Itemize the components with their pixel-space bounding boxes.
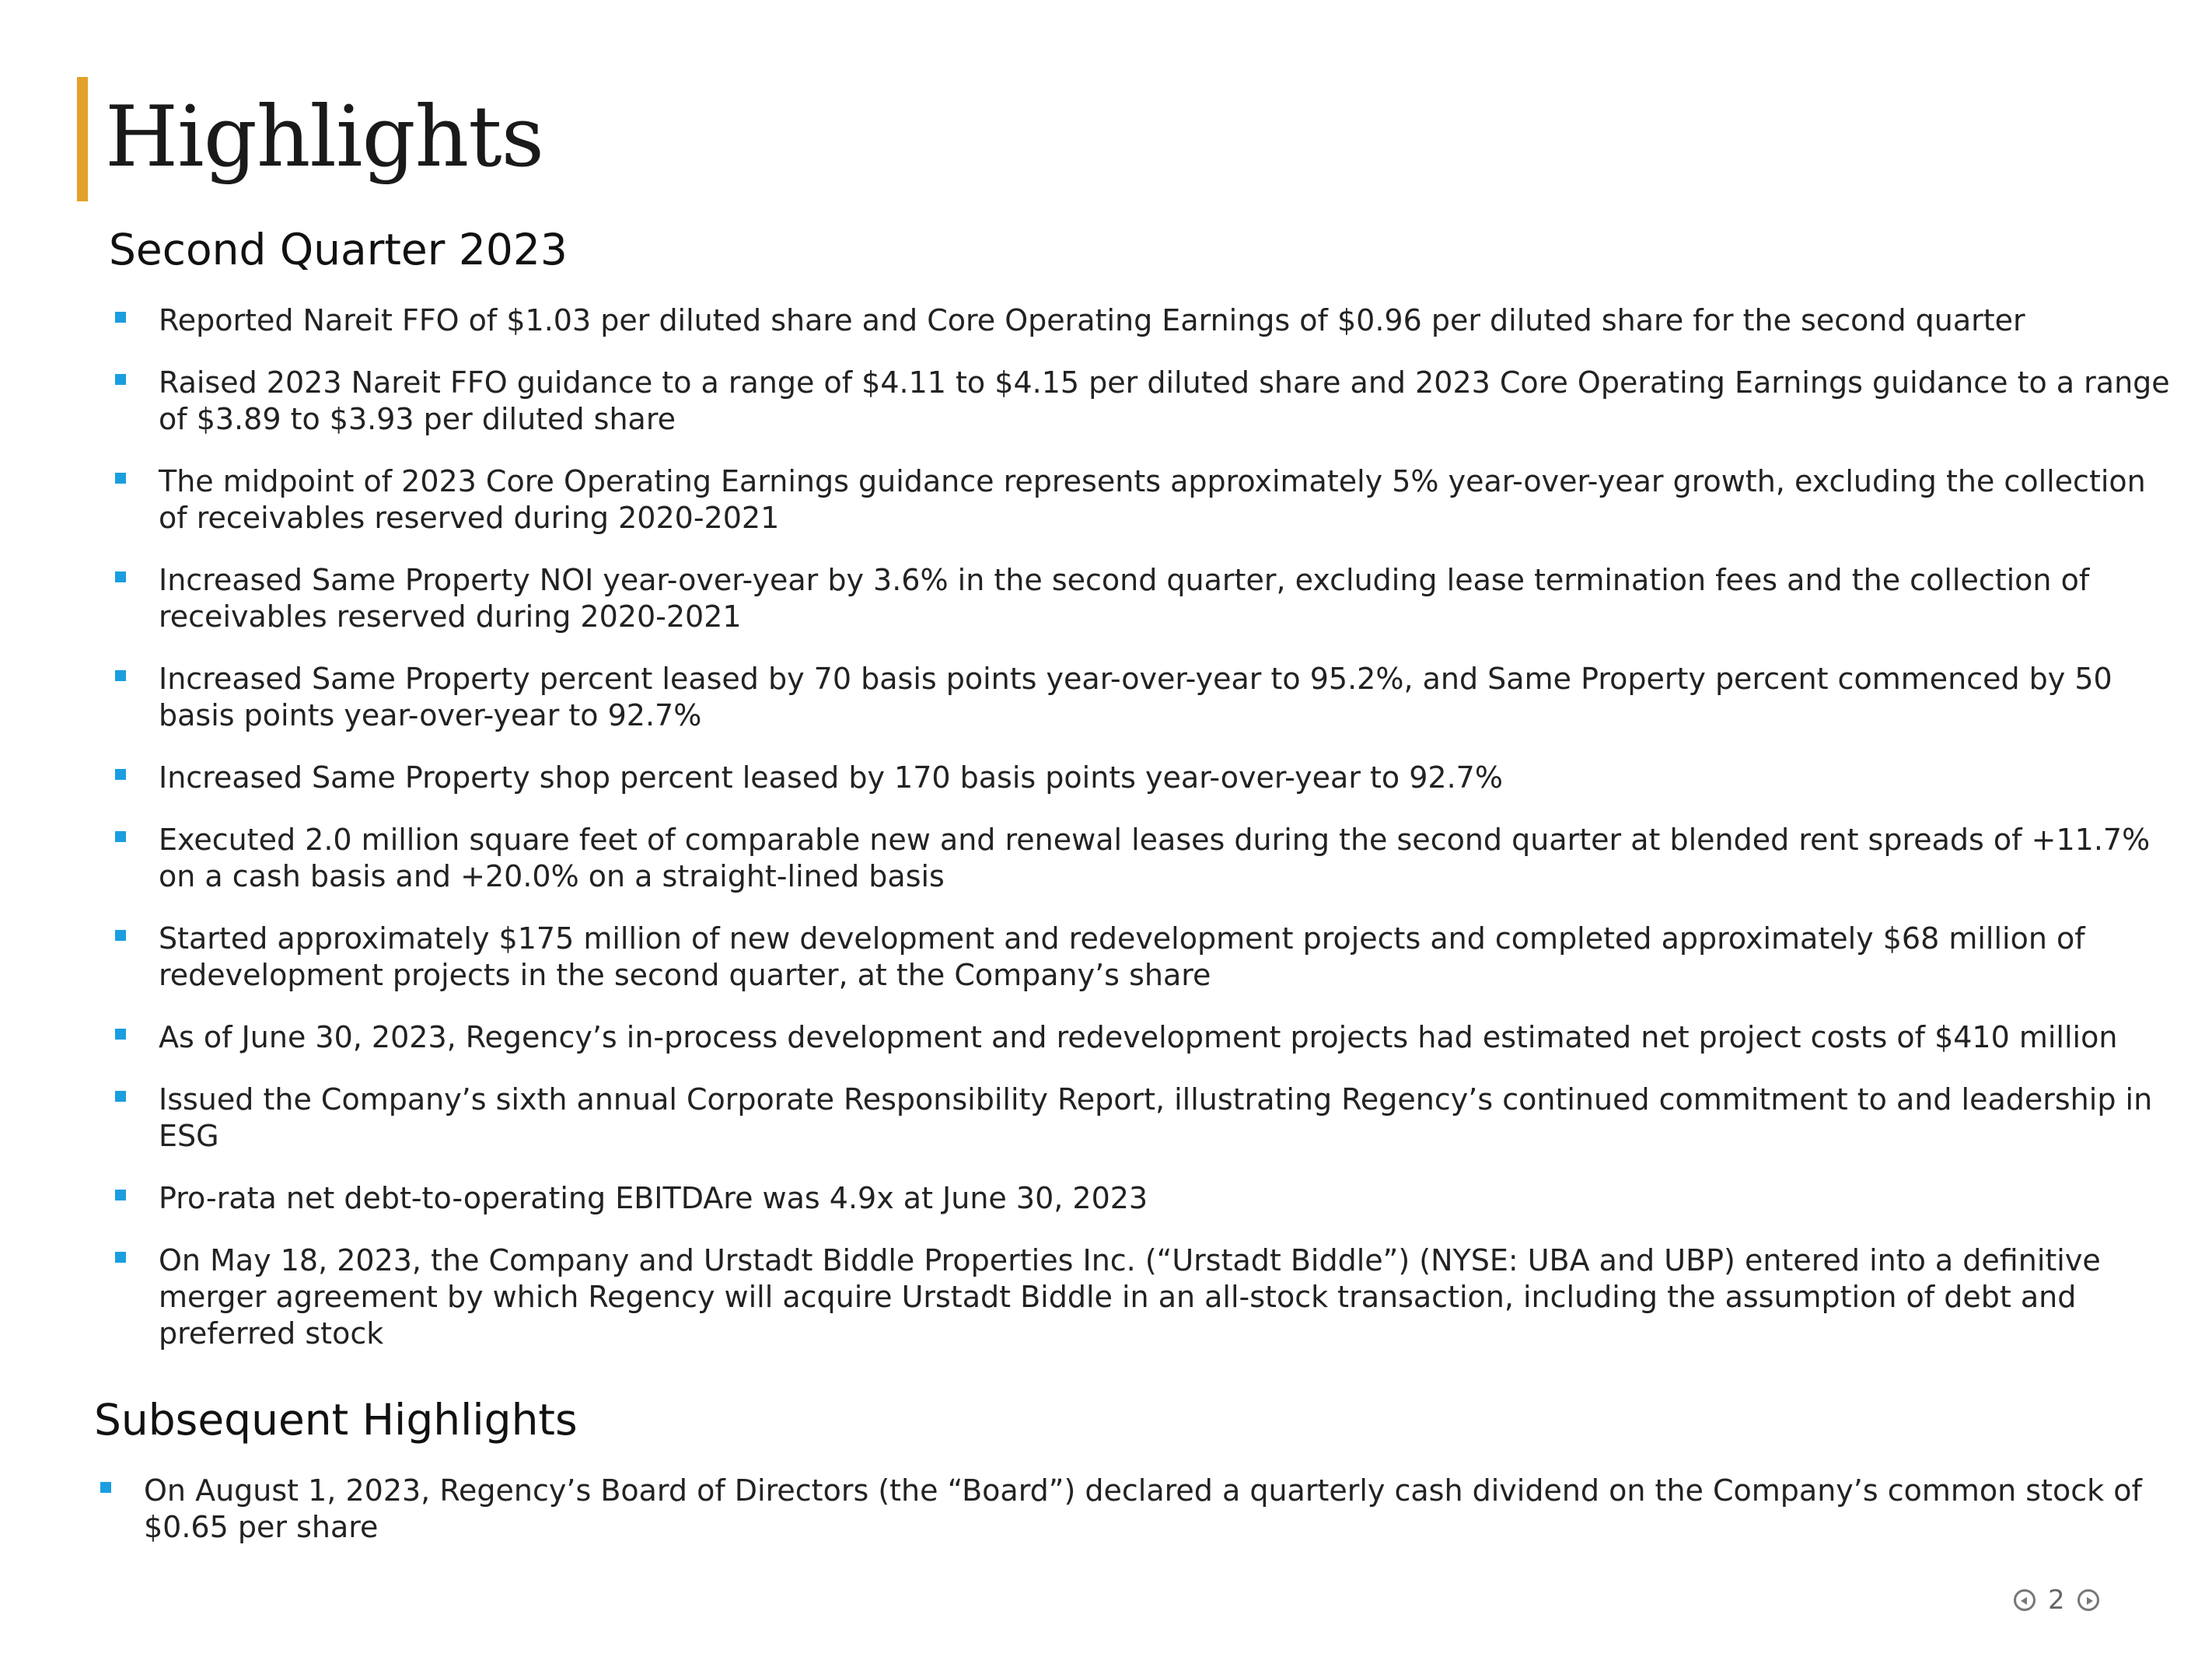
section-second-quarter: [109, 225, 2177, 1378]
list-item: [109, 1082, 2177, 1155]
list-item-text: Reported Nareit FFO of $1.03 per diluted share and Core Operating Earnings of $0.96 per diluted share for the second quarter: [159, 303, 2025, 338]
bullet-square-icon: [115, 670, 126, 681]
section-heading: Subsequent Highlights: [94, 1395, 578, 1445]
section-heading: Second Quarter 2023: [109, 225, 568, 274]
list-item: [109, 1019, 2177, 1056]
list-item-text: As of June 30, 2023, Regency’s in-process development and redevelopment projects had estimated net project costs of $410 million: [159, 1020, 2118, 1055]
bullet-square-icon: [115, 1190, 126, 1200]
bullet-square-icon: [115, 1091, 126, 1102]
list-item-text: On August 1, 2023, Regency’s Board of Directors (the “Board”) declared a quarterly cash dividend on the Company’s common stock of $0.65 per share: [144, 1473, 2142, 1545]
list-item-text: Increased Same Property NOI year-over-year by 3.6% in the second quarter, excluding lease termination fees and the collection of receivables reserved during 2020-2021: [159, 563, 2090, 634]
bullet-square-icon: [115, 374, 126, 385]
list-item-text: Increased Same Property shop percent leased by 170 basis points year-over-year to 92.7%: [159, 760, 1503, 795]
list-item: [109, 302, 2177, 339]
list-item-text: Raised 2023 Nareit FFO guidance to a range of $4.11 to $4.15 per diluted share and 2023 Core Operating Earnings guidance to a range of $3.89 to $3.93 per diluted share: [159, 365, 2170, 437]
list-item: [109, 921, 2177, 994]
list-item-text: Started approximately $175 million of new development and redevelopment projects and completed approximately $68 million of redevelopment projects in the second quarter, at the Company’s share: [159, 921, 2085, 993]
list-item-text: The midpoint of 2023 Core Operating Earnings guidance represents approximately 5% year-over-year growth, excluding the collection of receivables reserved during 2020-2021: [159, 464, 2146, 536]
list-item: [109, 822, 2177, 895]
page-number: 2: [2048, 1585, 2065, 1616]
list-item: [109, 661, 2177, 734]
section-subsequent-highlights: [94, 1396, 2162, 1571]
list-item: [109, 562, 2177, 635]
highlights-list: [109, 302, 2177, 1352]
bullet-square-icon: [115, 571, 126, 582]
list-item-text: Increased Same Property percent leased by 70 basis points year-over-year to 95.2%, and Same Property percent commenced by 50 basis points year-over-year to 92.7%: [159, 662, 2112, 733]
bullet-square-icon: [115, 831, 126, 842]
list-item: [94, 1473, 2162, 1546]
list-item-text: On May 18, 2023, the Company and Urstadt Biddle Properties Inc. (“Urstadt Biddle”) (NYSE: UBA and UBP) entered into a definitive merger agreement by which Regency will acquire Urstadt Biddle in an all-stock transaction, including the assumption of debt and preferred stock: [159, 1243, 2101, 1351]
list-item-text: Pro-rata net debt-to-operating EBITDAre was 4.9x at June 30, 2023: [159, 1181, 1148, 1216]
bullet-square-icon: [115, 312, 126, 323]
page-navigation: [2014, 1585, 2099, 1616]
list-item: [109, 365, 2177, 438]
bullet-square-icon: [115, 473, 126, 484]
list-item-text: Issued the Company’s sixth annual Corporate Responsibility Report, illustrating Regency’s continued commitment to and leadership in ESG: [159, 1082, 2153, 1154]
previous-page-icon[interactable]: [2014, 1589, 2036, 1611]
bullet-square-icon: [115, 1252, 126, 1263]
list-item: [109, 1180, 2177, 1217]
list-item: [109, 1242, 2177, 1352]
title-accent-bar: [77, 77, 88, 201]
page-title: Highlights: [105, 89, 544, 186]
subsequent-highlights-list: [94, 1473, 2162, 1546]
bullet-square-icon: [115, 930, 126, 941]
bullet-square-icon: [115, 769, 126, 780]
list-item: [109, 760, 2177, 796]
list-item-text: Executed 2.0 million square feet of comparable new and renewal leases during the second quarter at blended rent spreads of +11.7% on a cash basis and +20.0% on a straight-lined basis: [159, 823, 2151, 894]
bullet-square-icon: [115, 1029, 126, 1040]
next-page-icon[interactable]: [2077, 1589, 2099, 1611]
bullet-square-icon: [100, 1482, 111, 1493]
list-item: [109, 463, 2177, 536]
